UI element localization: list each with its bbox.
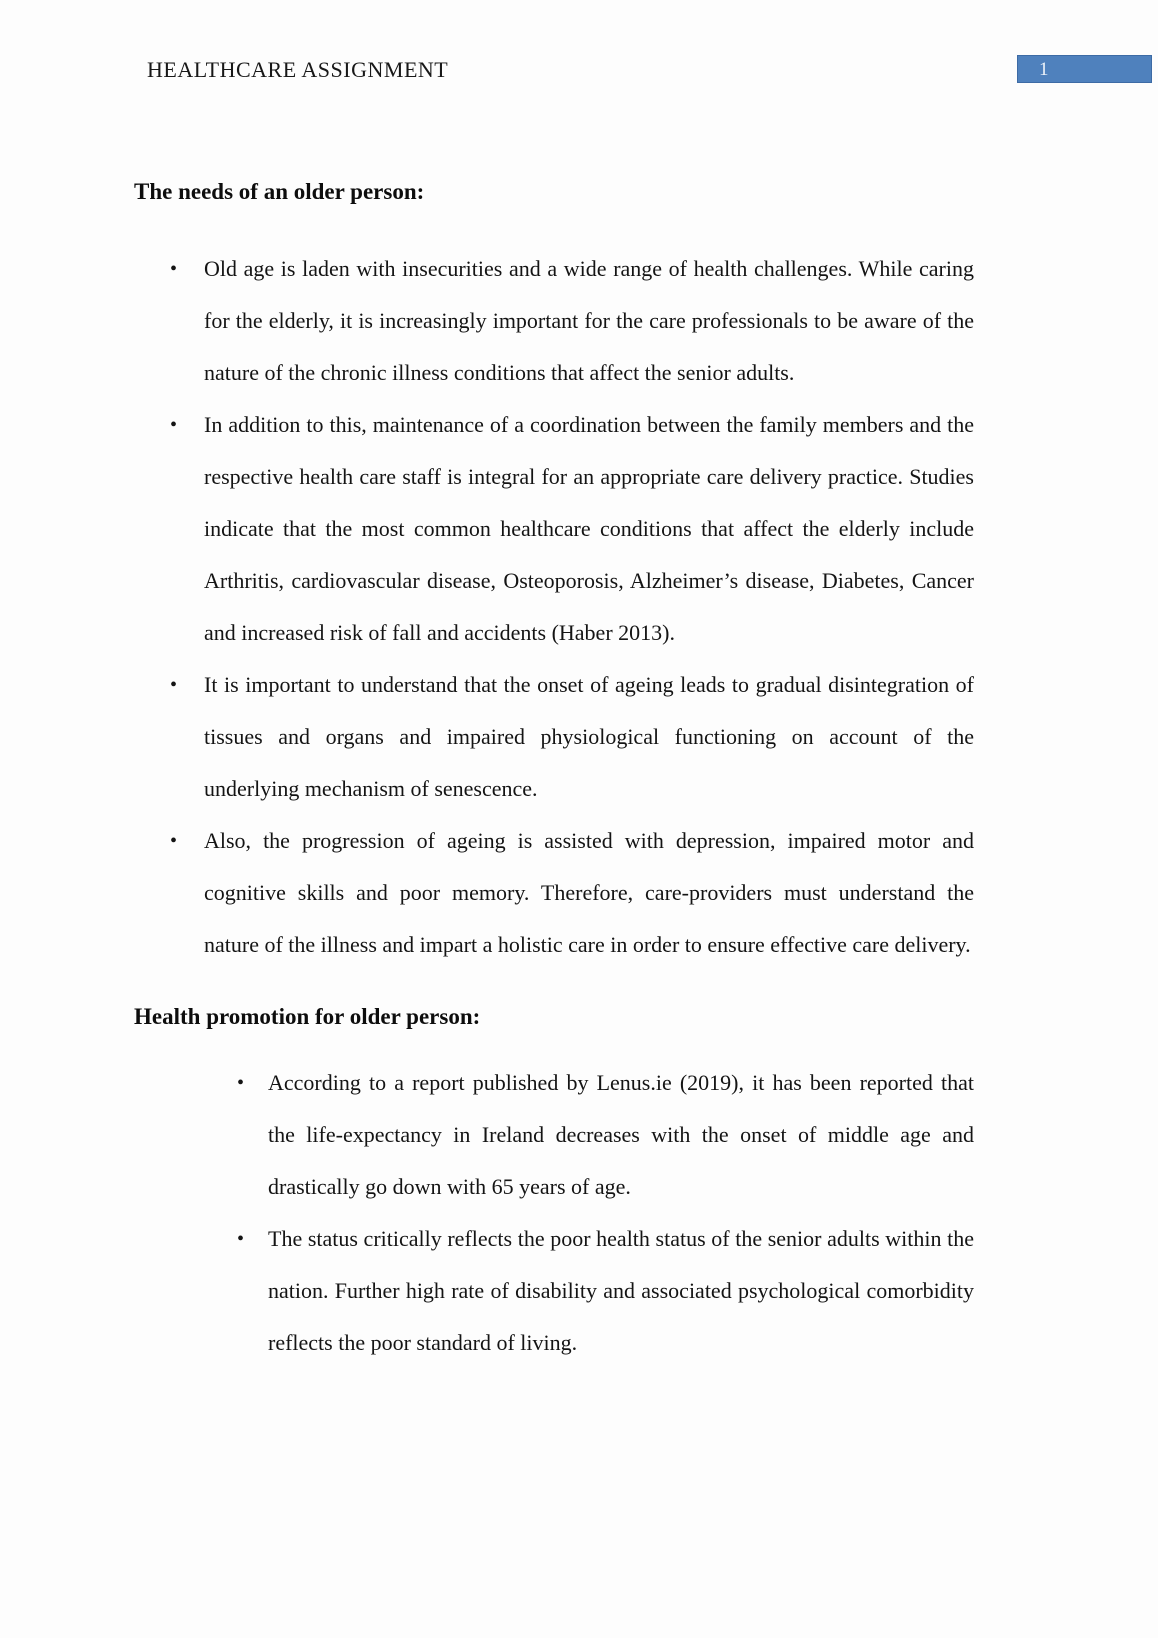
bullet-icon: •	[170, 414, 178, 436]
page-number-badge	[1017, 55, 1152, 83]
bullet-text: It is important to understand that the onset of ageing leads to gradual disintegration of tissues and organs and impaired physiological functioning on account of the underlying mechanism of senescence.	[204, 672, 974, 801]
bullet-list	[134, 243, 974, 971]
document-header-title: HEALTHCARE ASSIGNMENT	[147, 57, 449, 82]
section-health-promotion	[134, 1003, 974, 1369]
bullet-icon: •	[237, 1228, 245, 1250]
bullet-icon: •	[237, 1072, 245, 1094]
page-number: 1	[1039, 59, 1049, 80]
bullet-list	[134, 1057, 974, 1369]
section-needs-of-older-person	[134, 178, 974, 971]
bullet-text: Old age is laden with insecurities and a wide range of health challenges. While caring for the elderly, it is increasingly important for the care professionals to be aware of the nature of the chronic illness conditions that affect the senior adults.	[204, 256, 974, 385]
bullet-icon: •	[170, 258, 178, 280]
document-body	[134, 178, 974, 1369]
bullet-text: In addition to this, maintenance of a coordination between the family members and the respective health care staff is integral for an appropriate care delivery practice. Studies indicate that the most common healthcare conditions that affect the elderly include Arthritis, cardiovascular disease, Osteoporosis, Alzheimer’s disease, Diabetes, Cancer and increased risk of fall and accidents (Haber 2013).	[204, 412, 974, 645]
bullet-item	[134, 659, 974, 815]
bullet-item	[134, 815, 974, 971]
bullet-item	[134, 243, 974, 399]
section-heading: The needs of an older person:	[134, 179, 425, 204]
bullet-item	[134, 1057, 974, 1213]
bullet-item	[134, 1213, 974, 1369]
bullet-icon: •	[170, 830, 178, 852]
bullet-item	[134, 399, 974, 659]
bullet-text: The status critically reflects the poor health status of the senior adults within the nation. Further high rate of disability and associated psychological comorbidity reflects the poor standard of living.	[268, 1226, 974, 1355]
bullet-text: Also, the progression of ageing is assisted with depression, impaired motor and cognitive skills and poor memory. Therefore, care-providers must understand the nature of the illness and impart a holistic care in order to ensure effective care delivery.	[204, 828, 974, 957]
bullet-icon: •	[170, 674, 178, 696]
section-heading: Health promotion for older person:	[134, 1004, 481, 1029]
bullet-text: According to a report published by Lenus.ie (2019), it has been reported that the life-expectancy in Ireland decreases with the onset of middle age and drastically go down with 65 years of age.	[268, 1070, 974, 1199]
